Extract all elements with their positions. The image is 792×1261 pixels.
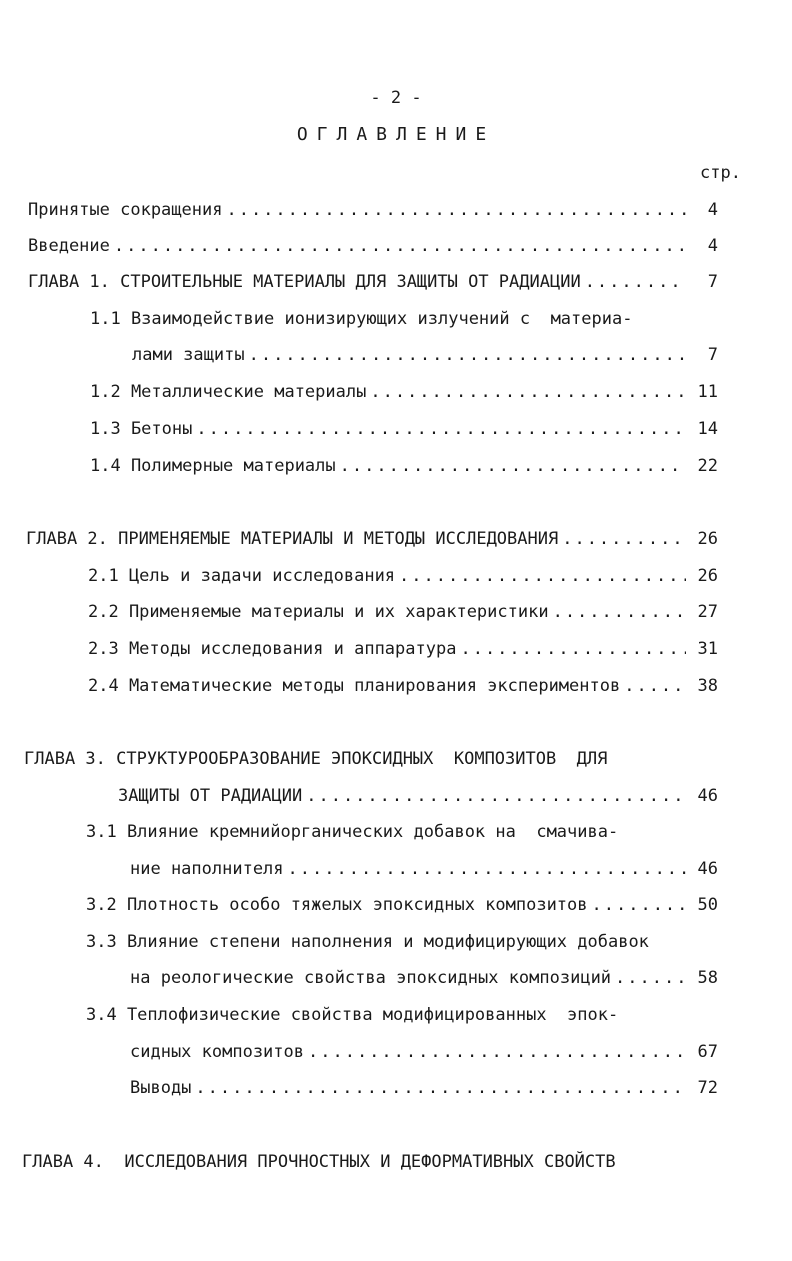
toc-entry-page: 26 [697, 529, 718, 549]
toc-entry-label: 2.2 Применяемые материалы и их характеристики [88, 602, 549, 622]
toc-entry-label-line1: 3.4 Теплофизические свойства модифицированных эпок- [86, 1005, 619, 1025]
toc-entry[interactable] [88, 566, 718, 586]
page-column-label: стр. [700, 163, 741, 183]
toc-entry-page: 27 [697, 602, 718, 622]
toc-leader-dots [460, 639, 686, 659]
toc-entry-label: 1.2 Металлические материалы [90, 382, 367, 402]
toc-leader-dots [399, 566, 686, 586]
toc-entry[interactable] [90, 382, 718, 402]
toc-entry[interactable] [88, 639, 718, 659]
toc-leader-dots [615, 968, 686, 988]
toc-entry-label: ние наполнителя [130, 859, 284, 879]
toc-entry-label: лами защиты [132, 345, 245, 365]
toc-entry-page: 26 [697, 566, 718, 586]
toc-leader-dots [592, 895, 686, 915]
toc-entry[interactable] [130, 1078, 718, 1098]
toc-entry-page: 46 [697, 786, 718, 806]
toc-entry-page: 50 [697, 895, 718, 915]
toc-entry-label: Выводы [130, 1078, 192, 1098]
toc-entry-label: сидных композитов [130, 1042, 304, 1062]
toc-entry-label-line1: 3.3 Влияние степени наполнения и модифицирующих добавок [86, 932, 649, 952]
toc-entry[interactable] [132, 345, 718, 365]
toc-entry-label: Принятые сокращения [28, 200, 223, 220]
toc-entry[interactable] [28, 200, 718, 220]
toc-chapter-entry[interactable] [118, 786, 718, 806]
toc-entry-label: 2.3 Методы исследования и аппаратура [88, 639, 457, 659]
toc-entry-label-line1: ГЛАВА 3. СТРУКТУРООБРАЗОВАНИЕ ЭПОКСИДНЫХ КОМПОЗИТОВ ДЛЯ [24, 749, 608, 769]
toc-entry-label: 3.2 Плотность особо тяжелых эпоксидных композитов [86, 895, 588, 915]
toc-entry-label: 1.4 Полимерные материалы [90, 456, 336, 476]
toc-entry[interactable] [28, 236, 718, 256]
toc-entry-label: ЗАЩИТЫ ОТ РАДИАЦИИ [118, 786, 303, 806]
toc-entry[interactable] [90, 456, 718, 476]
toc-entry-label: ГЛАВА 1. СТРОИТЕЛЬНЫЕ МАТЕРИАЛЫ ДЛЯ ЗАЩИТЫ ОТ РАДИАЦИИ [28, 272, 581, 292]
toc-leader-dots [306, 786, 686, 806]
toc-leader-dots [553, 602, 686, 622]
toc-leader-dots [288, 859, 686, 879]
toc-entry-label: 2.4 Математические методы планирования экспериментов [88, 676, 621, 696]
page-title: ОГЛАВЛЕНИЕ [296, 124, 496, 145]
toc-leader-dots [308, 1042, 686, 1062]
toc-leader-dots [195, 1078, 686, 1098]
toc-entry-page: 14 [697, 419, 718, 439]
toc-entry-page: 22 [697, 456, 718, 476]
toc-entry-label-line1: 1.1 Взаимодействие ионизирующих излучений с материа- [90, 309, 633, 329]
toc-chapter-entry[interactable] [26, 529, 718, 549]
toc-entry[interactable] [86, 895, 718, 915]
toc-entry-page: 31 [697, 639, 718, 659]
toc-entry-page: 72 [697, 1078, 718, 1098]
toc-entry[interactable] [90, 419, 718, 439]
toc-leader-dots [585, 272, 686, 292]
toc-entry-label: 2.1 Цель и задачи исследования [88, 566, 396, 586]
toc-chapter-entry[interactable]: ГЛАВА 4. ИССЛЕДОВАНИЯ ПРОЧНОСТНЫХ И ДЕФОРМАТИВНЫХ СВОЙСТВ [22, 1152, 616, 1172]
toc-leader-dots [114, 236, 686, 256]
toc-leader-dots [340, 456, 686, 476]
toc-entry-page: 46 [697, 859, 718, 879]
toc-entry[interactable] [130, 968, 718, 988]
toc-chapter-entry[interactable] [28, 272, 718, 292]
toc-entry-page: 7 [707, 272, 718, 292]
toc-entry[interactable] [88, 602, 718, 622]
toc-entry-label: 1.3 Бетоны [90, 419, 193, 439]
toc-entry-label: ГЛАВА 2. ПРИМЕНЯЕМЫЕ МАТЕРИАЛЫ И МЕТОДЫ ИССЛЕДОВАНИЯ [26, 529, 559, 549]
toc-entry-page: 4 [707, 200, 718, 220]
toc-leader-dots [562, 529, 686, 549]
toc-leader-dots [370, 382, 686, 402]
toc-entry[interactable] [88, 676, 718, 696]
toc-entry-page: 4 [707, 236, 718, 256]
toc-entry-label-line1: 3.1 Влияние кремнийорганических добавок на смачива- [86, 822, 619, 842]
toc-leader-dots [226, 200, 686, 220]
toc-leader-dots [624, 676, 686, 696]
toc-entry-page: 58 [697, 968, 718, 988]
toc-entry-page: 67 [697, 1042, 718, 1062]
toc-leader-dots [196, 419, 686, 439]
toc-leader-dots [249, 345, 686, 365]
toc-entry[interactable] [130, 859, 718, 879]
toc-entry-page: 11 [697, 382, 718, 402]
page-number: - 2 - [370, 88, 422, 108]
toc-entry-label: Введение [28, 236, 110, 256]
toc-entry[interactable] [130, 1042, 718, 1062]
toc-entry-page: 7 [707, 345, 718, 365]
toc-entry-label: на реологические свойства эпоксидных композиций [130, 968, 612, 988]
toc-entry-page: 38 [697, 676, 718, 696]
